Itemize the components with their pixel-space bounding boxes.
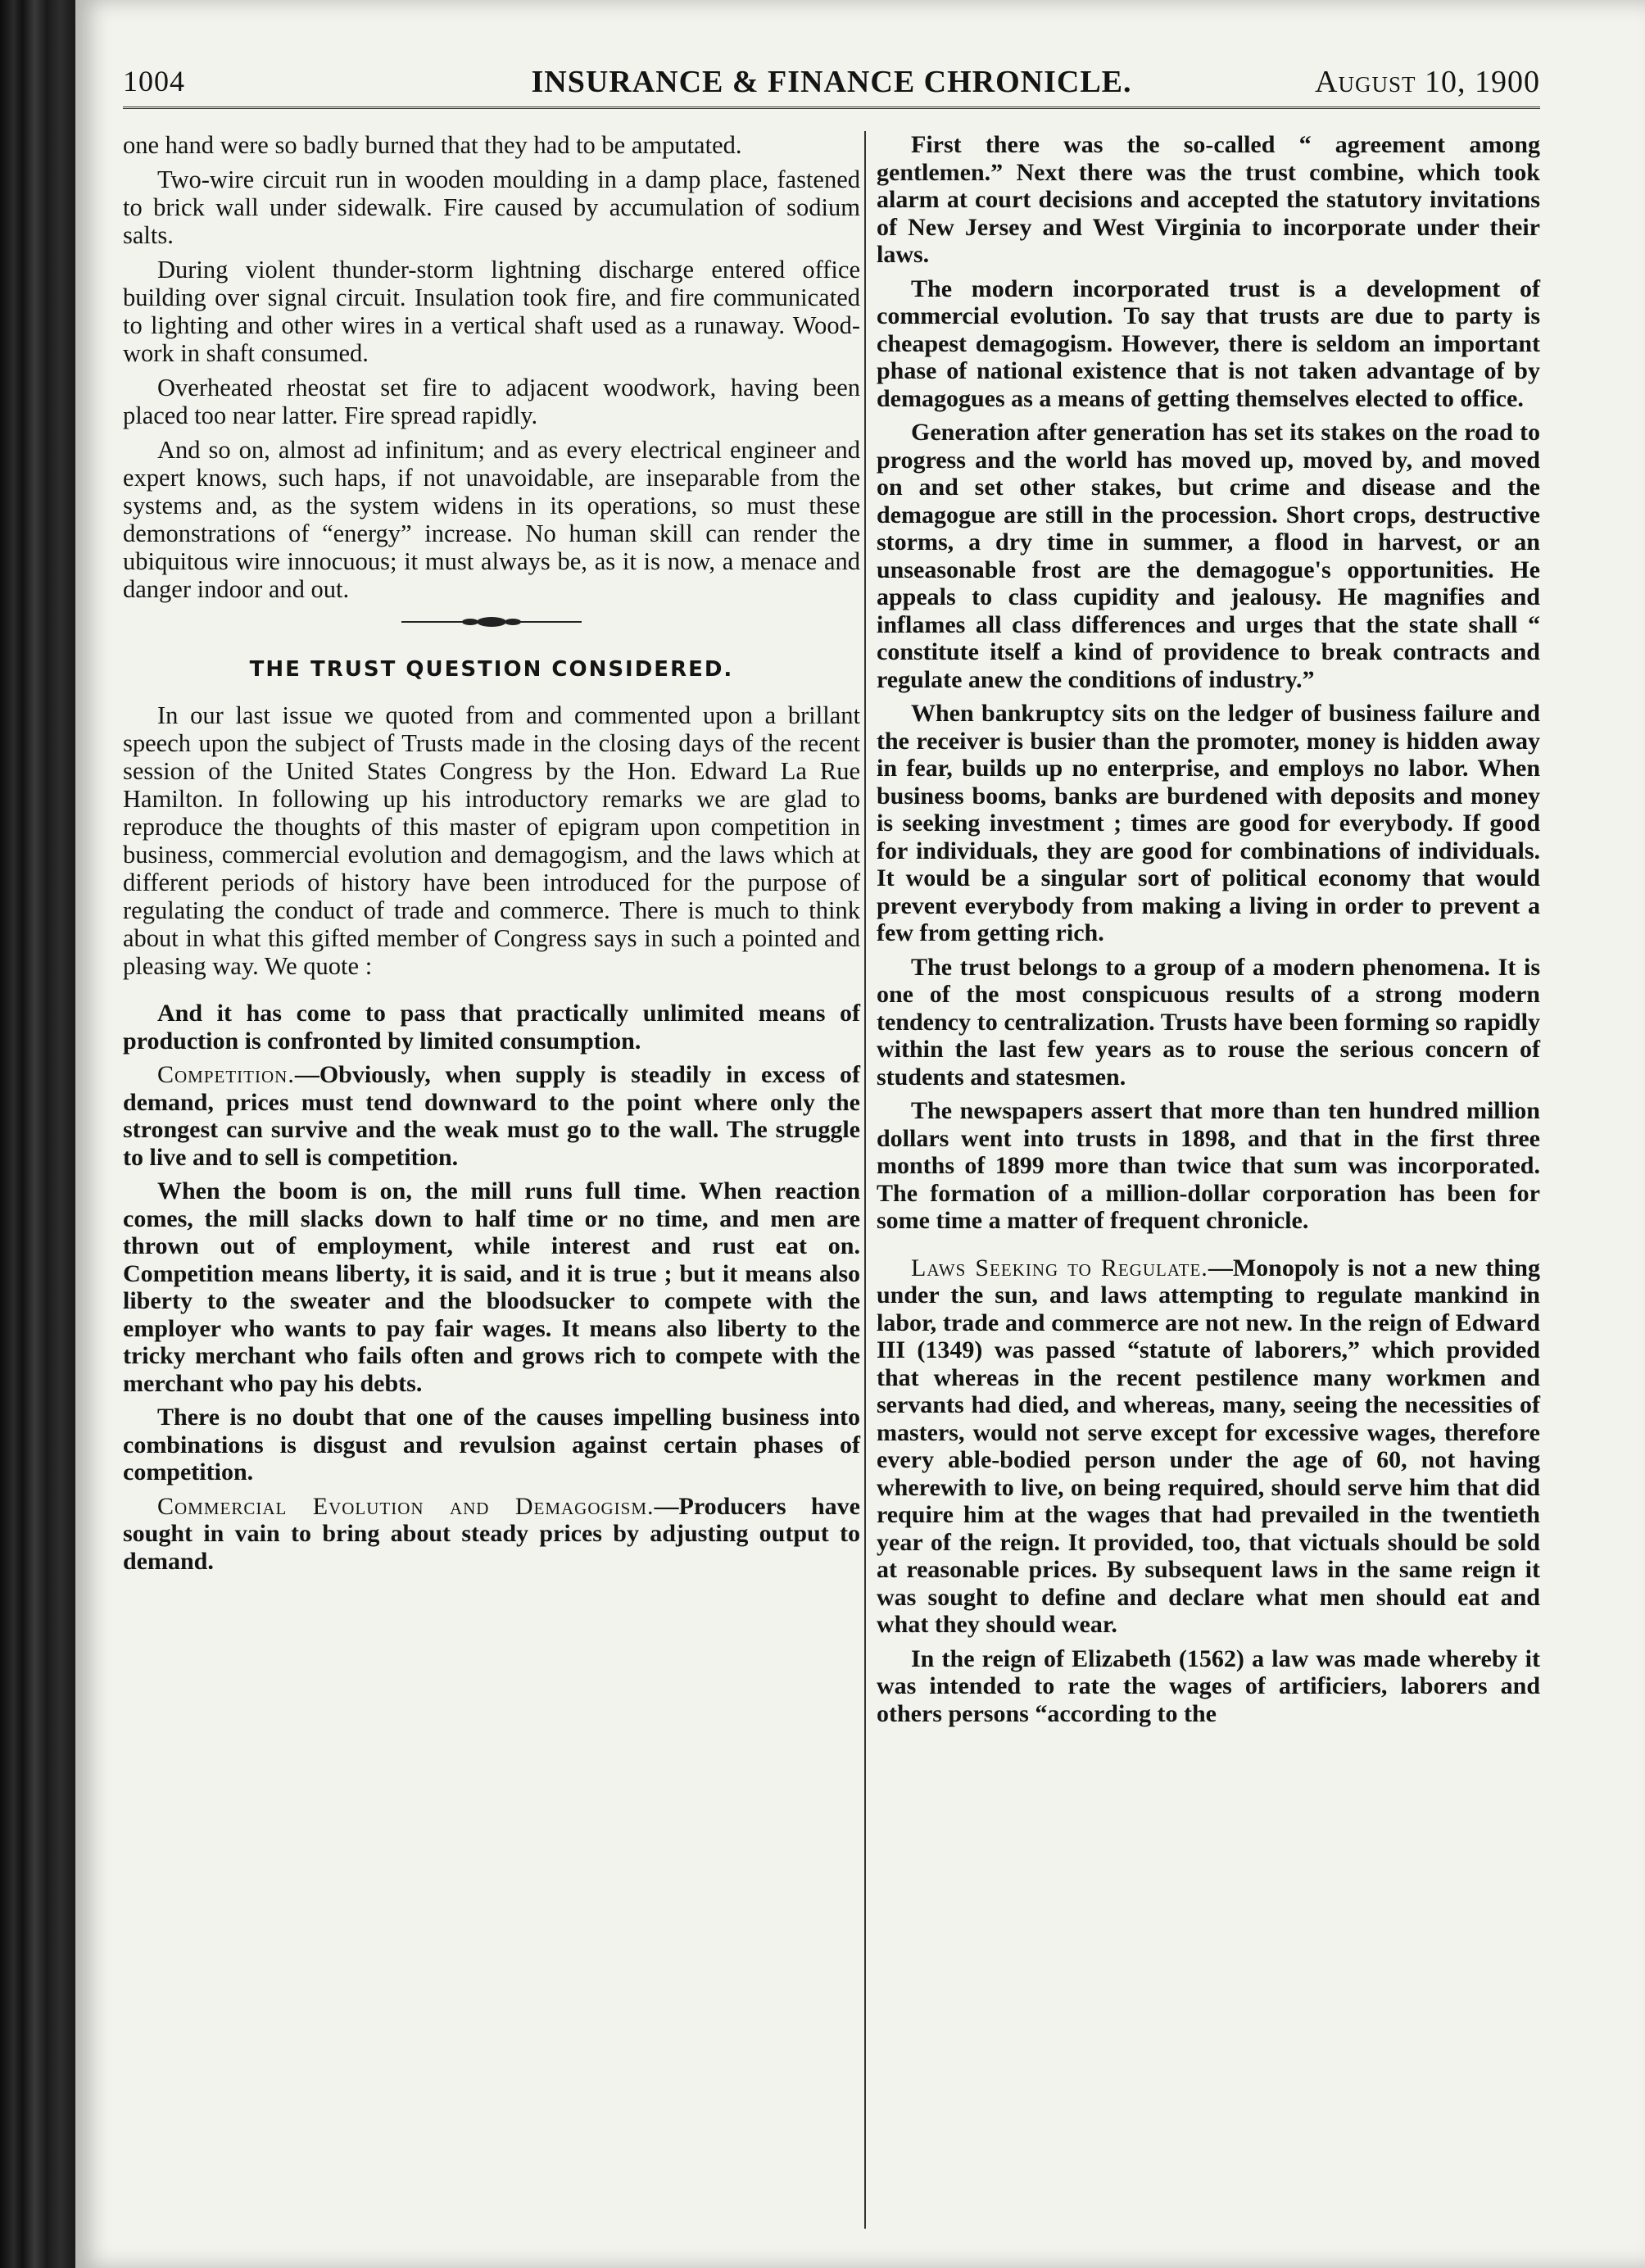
paragraph: During violent thunder-storm lightning discharge entered office building over signal circuit. Insulation took fire, and fire communicated to lighting and other wires in a vertical shaft used as a runaway. Wood-work in shaft consumed. xyxy=(123,256,860,367)
column-divider xyxy=(864,131,866,2229)
paragraph: Two-wire circuit run in wooden moulding in a damp place, fastened to brick wall under sidewalk. Fire caused by accumulation of sodium salts. xyxy=(123,166,860,249)
evolution-paragraph: Commercial Evolution and Demagogism.—Producers have sought in vain to bring about steady prices by adjusting output to demand. xyxy=(123,1492,860,1575)
paragraph: And so on, almost ad infinitum; and as every electrical engineer and expert knows, such haps, if not unavoidable, are inseparable from the systems and, as the system widens in its operations, so must these demonstrations of “energy” increase. No human skill can render the ubiquitous wire innocuous; it must always be, as it is now, a menace and danger indoor and out. xyxy=(123,436,860,603)
publication-title: INSURANCE & FINANCE CHRONICLE. xyxy=(531,65,1132,99)
competition-paragraph: Competition.—Obviously, when supply is steadily in excess of demand, prices must tend downward to the point where only the strongest can survive and the weak must go to the wall. The struggle to live and to sell is competition. xyxy=(123,1061,860,1171)
paragraph: In the reign of Elizabeth (1562) a law was made whereby it was intended to rate the wages of artificiers, laborers and others persons “according to the xyxy=(877,1644,1540,1727)
right-column xyxy=(877,131,1540,1734)
quote-paragraph: And it has come to pass that practically unlimited means of production is confronted by limited consumption. xyxy=(123,1000,860,1055)
paragraph: The modern incorporated trust is a development of commercial evolution. To say that trusts are due to party is cheapest demagogism. However, there is seldom an important phase of national existence that is not taken advantage of by demagogues as a means of getting themselves elected to office. xyxy=(877,274,1540,412)
paragraph: The newspapers assert that more than ten hundred million dollars went into trusts in 1898, and that in the first three months of 1899 more than twice that sum was incorporated. The formation of a million-dollar corporation has been for some time a matter of frequent chronicle. xyxy=(877,1097,1540,1234)
intro-paragraph: In our last issue we quoted from and commented upon a brillant speech upon the subject of Trusts made in the closing days of the recent session of the United States Congress by the Hon. Edward La Rue Hamilton. In following up his introductory remarks we are glad to reproduce the thoughts of this master of epigram upon competition in business, commercial evolution and demagogism, and the laws which at different periods of history have been introduced for the purpose of regulating the conduct of trade and commerce. There is much to think about in what this gifted member of Congress says in such a pointed and pleasing way. We quote : xyxy=(123,701,860,980)
quote-paragraph: There is no doubt that one of the causes impelling business into combinations is disgust and revulsion against certain phases of competition. xyxy=(123,1404,860,1486)
left-column xyxy=(123,131,860,1581)
book-binding-edge xyxy=(0,0,75,2268)
running-header xyxy=(123,64,1540,105)
ornament-divider-icon xyxy=(401,616,582,628)
paragraph: The trust belongs to a group of a modern phenomena. It is one of the most conspicuous results of a strong modern tendency to centralization. Trusts have been forming so rapidly within the last few years as to rouse the serious concern of students and statesmen. xyxy=(877,953,1540,1091)
paragraph: When bankruptcy sits on the ledger of business failure and the receiver is busier than the promoter, money is hidden away in fear, builds up no enterprise, and employs no labor. When business booms, banks are burdened with deposits and money is seeking investment ; times are good for everybody. If good for individuals, they are good for combinations of individuals. It would be a singular sort of political economy that would prevent everybody from making a living in order to prevent a few from getting rich. xyxy=(877,700,1540,946)
quote-paragraph: When the boom is on, the mill runs full time. When reaction comes, the mill slacks down to half time or no time, and men are thrown out of employment, while interest and rust eat on. Competition means liberty, it is said, and it is true ; but it means also liberty to the sweater and the bloodsucker to compete with the employer who wants to pay fair wages. It means also liberty to the tricky merchant who fails often and grows rich to compete with the merchant who pay his debts. xyxy=(123,1177,860,1397)
paragraph: First there was the so-called “ agreement among gentlemen.” Next there was the trust combine, which took alarm at court decisions and accepted the statutory invitations of New Jersey and West Virginia to incorporate under their laws. xyxy=(877,131,1540,268)
laws-paragraph: Laws Seeking to Regulate.—Monopoly is not a new thing under the sun, and laws attempting to regulate mankind in labor, trade and commerce are not new. In the reign of Edward III (1349) was passed “statute of laborers,” which provided that whereas in the recent pestilence many workmen and servants had died, and whereas, many, seeing the necessities of masters, would not serve except for excessive wages, therefore every able-bodied person under the age of 60, not having wherewith to live, on being required, should serve him that did require him at the wages that had prevailed in the twentieth year of the reign. It provided, too, that victuals should be sold at reasonable prices. By subsequent laws in the same reign it was sought to define and declare what men should eat and what they should wear. xyxy=(877,1254,1540,1638)
header-rule xyxy=(123,107,1540,109)
paragraph: Overheated rheostat set fire to adjacent woodwork, having been placed too near latter. Fire spread rapidly. xyxy=(123,374,860,429)
paragraph: Generation after generation has set its stakes on the road to progress and the world has moved up, moved by, and moved on and set other stakes, but crime and disease and the demagogue are still in the procession. Short crops, destructive storms, a dry time in summer, a flood in harvest, or an unseasonable frost are the demagogue's opportunities. He appeals to class cupidity and jealousy. He magnifies and inflames all class differences and urges that the state shall “ constitute itself a kind of providence to break contracts and regulate anew the conditions of industry.” xyxy=(877,419,1540,693)
issue-date: August 10, 1900 xyxy=(1315,65,1540,99)
paragraph: one hand were so badly burned that they had to be amputated. xyxy=(123,131,742,159)
competition-heading: Competition. xyxy=(157,1061,295,1088)
laws-heading: Laws Seeking to Regulate. xyxy=(911,1254,1208,1281)
evolution-heading: Commercial Evolution and Demagogism. xyxy=(157,1492,655,1520)
section-title: THE TRUST QUESTION CONSIDERED. xyxy=(249,657,734,682)
page-number: 1004 xyxy=(123,65,185,98)
quoted-speech xyxy=(123,1000,860,1575)
